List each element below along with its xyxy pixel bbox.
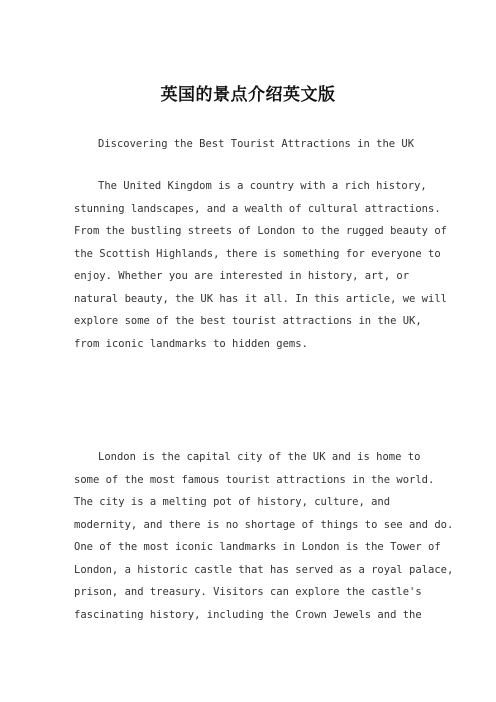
paragraph-line: modernity, and there is no shortage of things to see and do. [74,518,454,531]
paragraph-line: natural beauty, the UK has it all. In this article, we will [74,292,447,305]
paragraph-line: London, a historic castle that has served as a royal palace, [74,563,454,576]
paragraph-line: From the bustling streets of London to the rugged beauty of [74,225,447,237]
document-title: 英国的景点介绍英文版 [160,85,336,105]
paragraph-line: The United Kingdom is a country with a rich history, [98,180,427,192]
paragraph-line: prison, and treasury. Visitors can explore the castle's [74,586,422,598]
document-subtitle: Discovering the Best Tourist Attractions in the UK [98,138,415,150]
paragraph-line: explore some of the best tourist attractions in the UK, [74,315,422,327]
paragraph-line: The city is a melting pot of history, culture, and [74,496,391,508]
paragraph-line: the Scottish Highlands, there is something for everyone to [74,247,441,260]
paragraph-line: enjoy. Whether you are interested in history, art, or [74,270,410,282]
paragraph-2 [74,446,454,626]
paragraph-line: One of the most iconic landmarks in London is the Tower of [74,541,441,553]
paragraph-1 [74,175,447,355]
paragraph-line: stunning landscapes, and a wealth of cultural attractions. [74,202,441,215]
paragraph-line: some of the most famous tourist attractions in the world. [74,473,435,486]
paragraph-line: from iconic landmarks to hidden gems. [74,337,308,350]
paragraph-line: London is the capital city of the UK and is home to [98,451,421,463]
paragraph-line: fascinating history, including the Crown Jewels and the [74,608,422,621]
